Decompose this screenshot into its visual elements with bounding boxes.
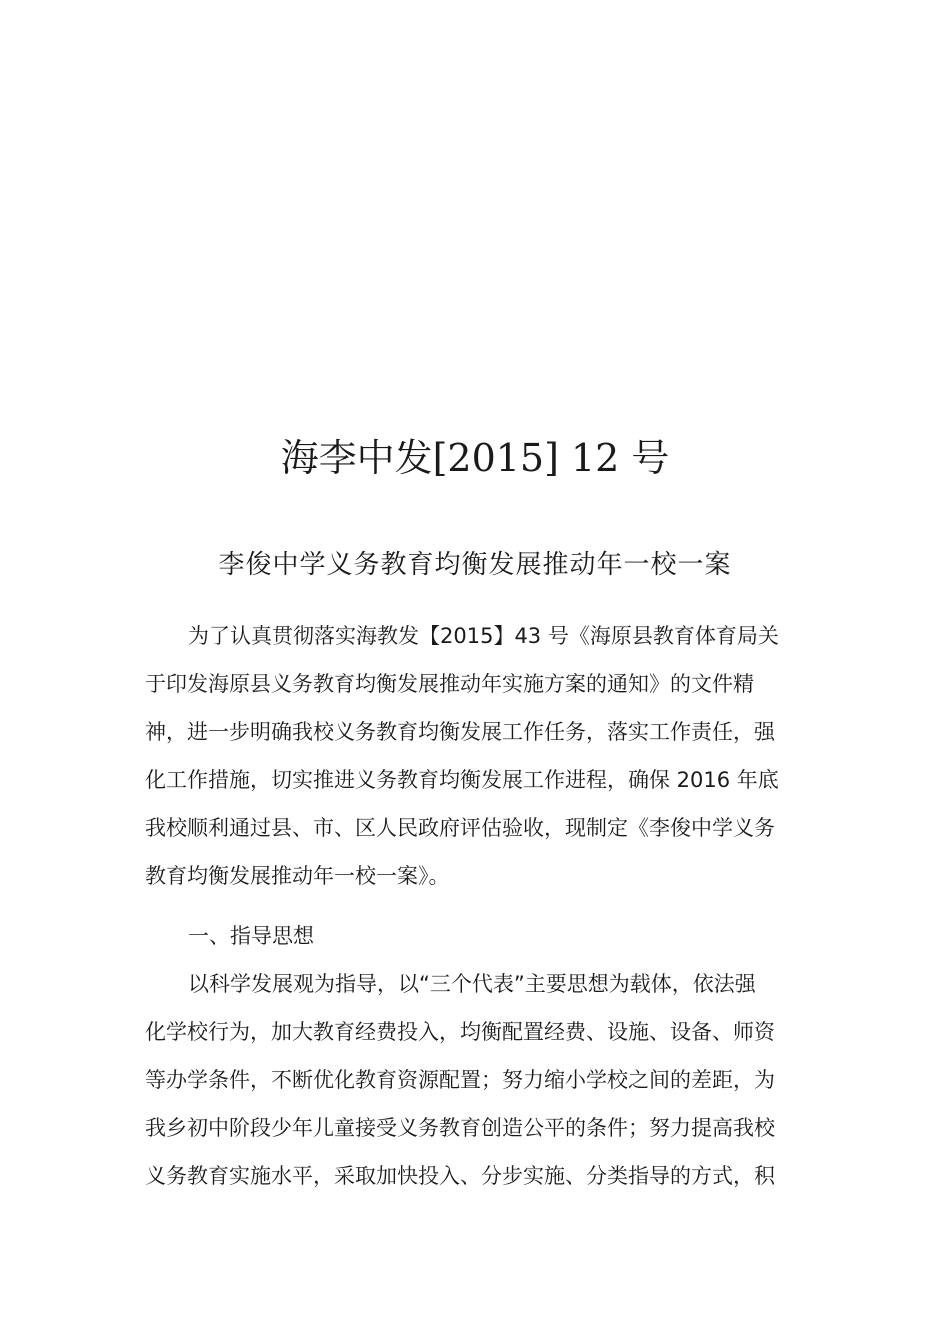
- paragraph-line: 神，进一步明确我校义务教育均衡发展工作任务，落实工作责任，强: [145, 720, 775, 744]
- document-number: 海李中发[2015] 12 号: [280, 436, 670, 480]
- paragraph-line: 教育均衡发展推动年一校一案》。: [145, 864, 450, 888]
- paragraph-guiding-ideology: [145, 960, 805, 1200]
- paragraph-intro: [145, 612, 805, 900]
- paragraph-line: 义务教育实施水平，采取加快投入、分步实施、分类指导的方式，积: [145, 1164, 775, 1188]
- paragraph-line: 为了认真贯彻落实海教发【2015】43 号《海原县教育体育局关: [188, 624, 779, 648]
- paragraph-line: 以科学发展观为指导，以“三个代表”主要思想为载体，依法强: [188, 972, 756, 996]
- paragraph-line: 我乡初中阶段少年儿童接受义务教育创造公平的条件；努力提高我校: [145, 1116, 775, 1140]
- document-title: 李俊中学义务教育均衡发展推动年一校一案: [218, 550, 732, 580]
- paragraph-line: 我校顺利通过县、市、区人民政府评估验收，现制定《李俊中学义务: [145, 816, 775, 840]
- section-heading-guiding-ideology: 一、指导思想: [188, 924, 314, 948]
- paragraph-line: 化工作措施，切实推进义务教育均衡发展工作进程，确保 2016 年底: [145, 768, 779, 792]
- paragraph-line: 等办学条件，不断优化教育资源配置；努力缩小学校之间的差距，为: [145, 1068, 775, 1092]
- paragraph-line: 化学校行为，加大教育经费投入，均衡配置经费、设施、设备、师资: [145, 1020, 775, 1044]
- paragraph-line: 于印发海原县义务教育均衡发展推动年实施方案的通知》的文件精: [145, 672, 754, 696]
